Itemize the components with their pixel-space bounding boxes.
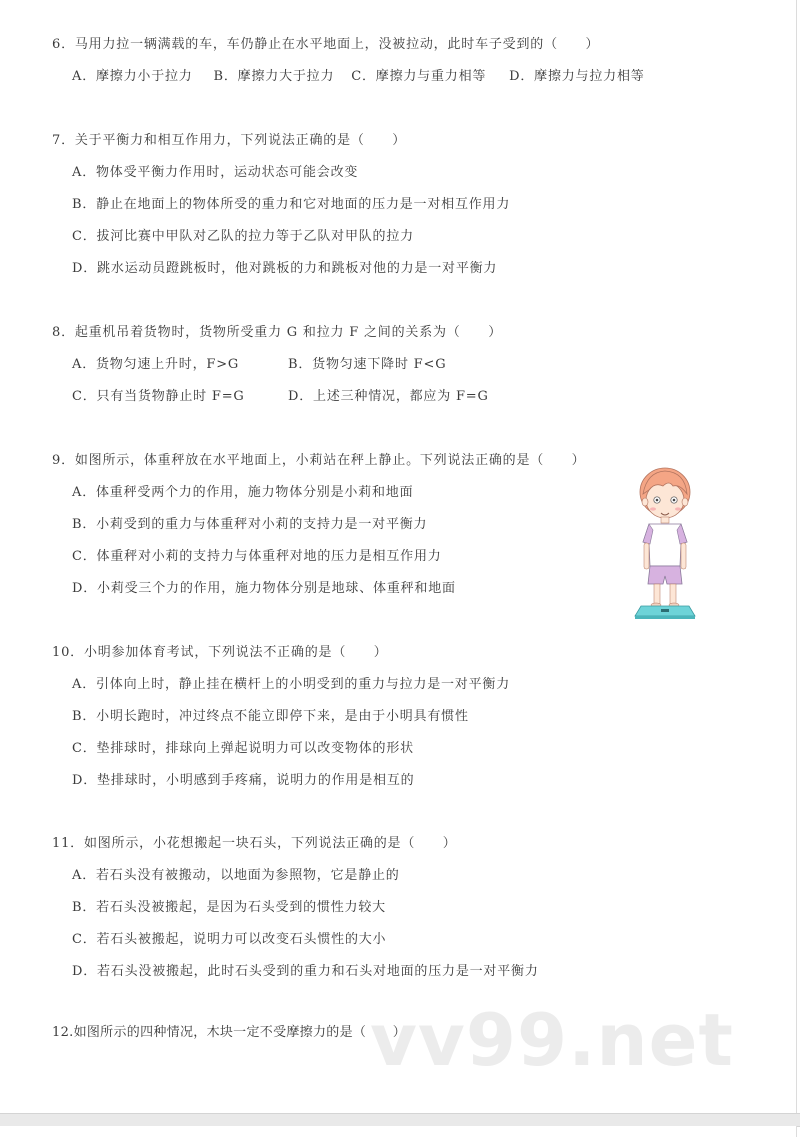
- question-10-option-d: D．垫排球时，小明感到手疼痛，说明力的作用是相互的: [72, 773, 415, 788]
- question-6-option-c: C．摩擦力与重力相等: [351, 69, 487, 84]
- question-6-options: [72, 69, 645, 85]
- watermark: vv99.net: [370, 998, 734, 1082]
- question-10-option-a: A．引体向上时，静止挂在横杆上的小明受到的重力与拉力是一对平衡力: [72, 677, 510, 692]
- question-11-stem: 11．如图所示，小花想搬起一块石头，下列说法正确的是（ ）: [52, 836, 457, 851]
- question-9-option-a: A．体重秤受两个力的作用，施力物体分别是小莉和地面: [72, 485, 414, 500]
- question-8-option-d: D．上述三种情况，都应为 F=G: [288, 389, 489, 404]
- question-10-stem: 10．小明参加体育考试，下列说法不正确的是（ ）: [52, 645, 388, 660]
- question-6-option-d: D．摩擦力与拉力相等: [509, 69, 645, 84]
- question-7-option-a: A．物体受平衡力作用时，运动状态可能会改变: [72, 165, 359, 180]
- question-8-option-a: A．货物匀速上升时，F>G: [72, 357, 240, 372]
- question-9-option-b: B．小莉受到的重力与体重秤对小莉的支持力是一对平衡力: [72, 517, 428, 532]
- question-11-option-d: D．若石头没被搬起，此时石头受到的重力和石头对地面的压力是一对平衡力: [72, 964, 539, 979]
- girl-on-scale-illustration: [625, 462, 705, 620]
- question-7-option-c: C．拔河比赛中甲队对乙队的拉力等于乙队对甲队的拉力: [72, 229, 414, 244]
- question-7-option-d: D．跳水运动员蹬跳板时，他对跳板的力和跳板对他的力是一对平衡力: [72, 261, 498, 276]
- question-9-option-c: C．体重秤对小莉的支持力与体重秤对地的压力是相互作用力: [72, 549, 442, 564]
- question-11-option-c: C．若石头被搬起，说明力可以改变石头惯性的大小: [72, 932, 387, 947]
- question-9-stem: 9．如图所示，体重秤放在水平地面上，小莉站在秤上静止。下列说法正确的是（ ）: [52, 453, 586, 468]
- question-7-option-b: B．静止在地面上的物体所受的重力和它对地面的压力是一对相互作用力: [72, 197, 511, 212]
- question-7-stem: 7．关于平衡力和相互作用力，下列说法正确的是（ ）: [52, 133, 407, 148]
- question-10-option-c: C．垫排球时，排球向上弹起说明力可以改变物体的形状: [72, 741, 414, 756]
- page-separator: [0, 1113, 800, 1127]
- question-6-option-a: A．摩擦力小于拉力: [72, 69, 193, 84]
- question-9-option-d: D．小莉受三个力的作用，施力物体分别是地球、体重秤和地面: [72, 581, 456, 596]
- question-8-stem: 8．起重机吊着货物时，货物所受重力 G 和拉力 F 之间的关系为（ ）: [52, 325, 503, 340]
- question-6-option-b: B．摩擦力大于拉力: [213, 69, 335, 84]
- question-8-option-b: B．货物匀速下降时 F<G: [288, 357, 447, 372]
- next-page: [0, 1126, 797, 1137]
- question-10-option-b: B．小明长跑时，冲过终点不能立即停下来，是由于小明具有惯性: [72, 709, 469, 724]
- question-8-option-c: C．只有当货物静止时 F=G: [72, 389, 245, 404]
- question-6-stem: 6．马用力拉一辆满载的车，车仍静止在水平地面上，没被拉动，此时车子受到的（ ）: [52, 37, 600, 52]
- question-11-option-b: B．若石头没被搬起，是因为石头受到的惯性力较大: [72, 900, 386, 915]
- question-12-stem: 12.如图所示的四种情况，木块一定不受摩擦力的是（ ）: [52, 1025, 407, 1040]
- question-11-option-a: A．若石头没有被搬动，以地面为参照物，它是静止的: [72, 868, 400, 883]
